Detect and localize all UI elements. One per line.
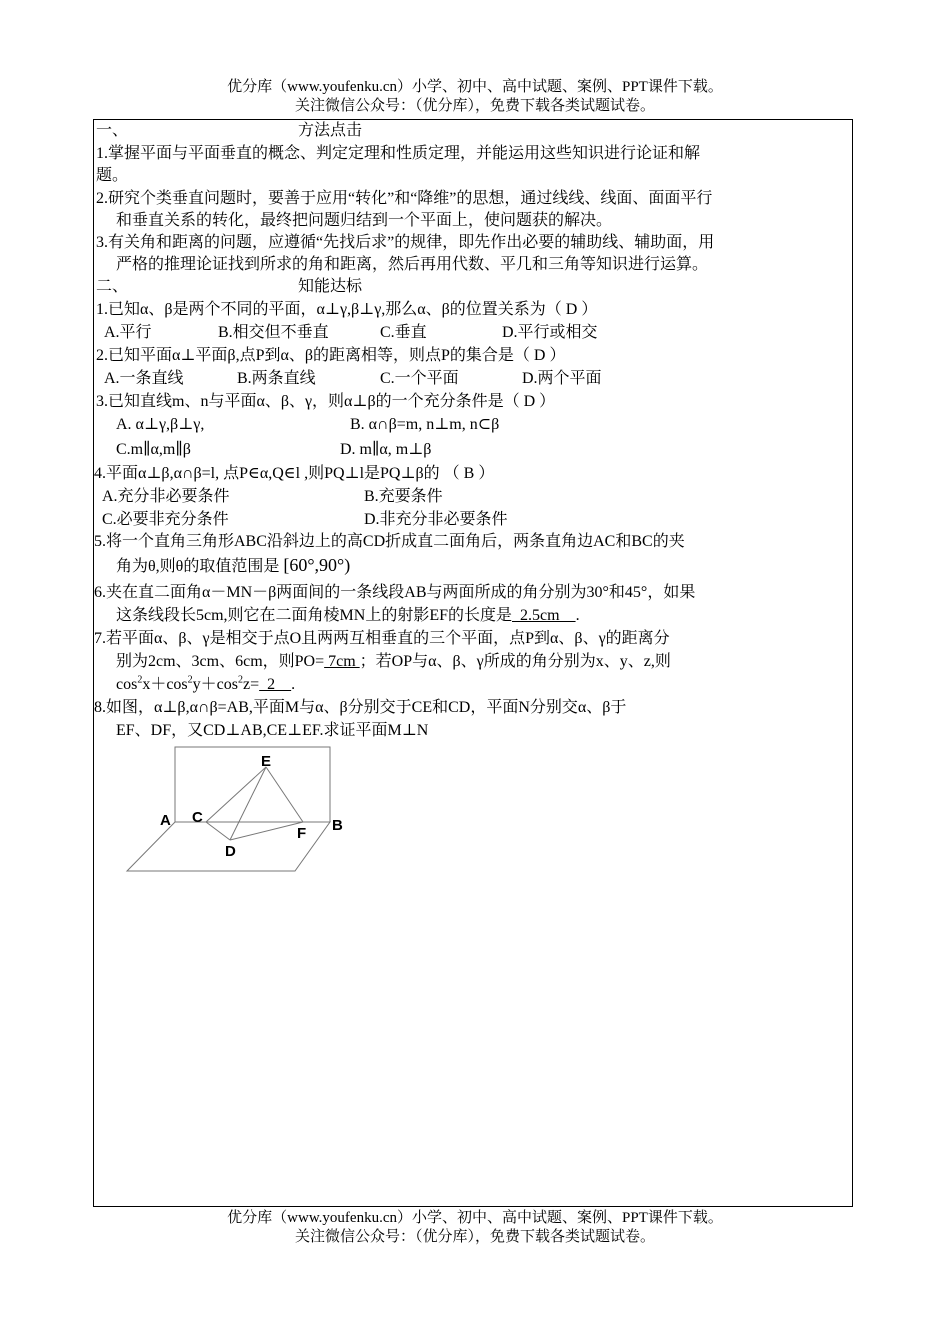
question-5-line2 xyxy=(116,554,350,578)
q7-answer-po: 7cm xyxy=(324,653,360,670)
line-de xyxy=(230,767,266,840)
footer-line-1: 优分库（www.youfenku.cn）小学、初中、高中试题、案例、PPT课件下载。 xyxy=(227,1210,723,1226)
question-1: 1.已知α、β是两个不同的平面，α⊥γ,β⊥γ,那么α、β的位置关系为（ D ） xyxy=(96,301,598,318)
line-df xyxy=(230,822,303,840)
q7-z: z= xyxy=(243,676,260,693)
line-ce xyxy=(206,767,266,822)
q1-option-c: C.垂直 xyxy=(380,324,427,341)
q1-option-a: A.平行 xyxy=(104,324,152,341)
q3-option-d: D. m∥α, m⊥β xyxy=(340,441,432,458)
q7-exp-2: 2 xyxy=(187,674,193,686)
footer-line-2: 关注微信公众号：（优分库），免费下载各类试题试卷。 xyxy=(294,1229,655,1245)
q2-option-c: C.一个平面 xyxy=(380,370,459,387)
label-d: D xyxy=(225,843,236,860)
q7-x: x＋cos xyxy=(142,676,188,693)
question-8-line1: 8.如图，α⊥β,α∩β=AB,平面M与α、β分别交于CE和CD，平面N分别交α、β于 xyxy=(94,699,627,716)
question-4: 4.平面α⊥β,α∩β=l, 点P∈α,Q∈l ,则PQ⊥l是PQ⊥β的 （ B ） xyxy=(94,465,495,482)
q7-text-b: ；若OP与α、β、γ所成的角分别为x、y、z,则 xyxy=(359,653,671,670)
geometry-figure xyxy=(118,742,368,882)
question-7-line2 xyxy=(116,651,671,673)
question-7-line3 xyxy=(116,674,295,696)
q7-exp-3: 2 xyxy=(238,674,244,686)
question-6-line2 xyxy=(116,605,580,627)
page-header xyxy=(0,78,950,116)
question-3: 3.已知直线m、n与平面α、β、γ，则α⊥β的一个充分条件是（ D ） xyxy=(96,393,556,410)
q4-option-b: B.充要条件 xyxy=(364,488,443,505)
line-cd xyxy=(206,822,230,840)
q7-cos-1: cos xyxy=(116,676,138,693)
header-line-2: 关注微信公众号：（优分库），免费下载各类试题试卷。 xyxy=(294,98,655,114)
q7-answer-sum: 2 xyxy=(259,676,292,693)
q4-option-d: D.非充分非必要条件 xyxy=(364,511,508,528)
section1-point1-line2: 题。 xyxy=(96,167,129,184)
q6-text: 这条线段长5cm,则它在二面角棱MN上的射影EF的长度是 xyxy=(116,607,513,624)
q6-answer: 2.5cm xyxy=(512,607,576,624)
section1-point3-line2: 严格的推理论证找到所求的角和距离，然后再用代数、平几和三角等知识进行运算。 xyxy=(116,256,709,273)
section1-point2-line2: 和垂直关系的转化，最终把问题归结到一个平面上，使问题获的解决。 xyxy=(116,212,613,229)
section1-number: 一、 xyxy=(96,122,129,139)
page-footer xyxy=(0,1209,950,1247)
q5-text: 角为θ,则θ的取值范围是 xyxy=(116,558,280,575)
q4-option-c: C.必要非充分条件 xyxy=(102,511,229,528)
q3-option-c: C.m∥α,m∥β xyxy=(116,441,191,458)
label-b: B xyxy=(332,817,343,834)
q6-period: . xyxy=(575,607,580,624)
section1-point2-line1: 2.研究个类垂直问题时，要善于应用“转化”和“降维”的思想，通过线线、线面、面面平行 xyxy=(96,190,713,207)
label-f: F xyxy=(297,825,307,842)
section1-point3-line1: 3.有关角和距离的问题，应遵循“先找后求”的规律，即先作出必要的辅助线、辅助面，用 xyxy=(96,234,715,251)
q7-text-a: 别为2cm、3cm、6cm，则PO= xyxy=(116,653,325,670)
question-7-line1: 7.若平面α、β、γ是相交于点O且两两互相垂直的三个平面，点P到α、β、γ的距离分 xyxy=(94,630,670,647)
question-2: 2.已知平面α⊥平面β,点P到α、β的距离相等，则点P的集合是（ D ） xyxy=(96,347,566,364)
line-ef xyxy=(266,767,303,822)
label-c: C xyxy=(192,809,203,826)
question-8-line2: EF、DF，又CD⊥AB,CE⊥EF.求证平面M⊥N xyxy=(116,722,429,739)
q2-option-d: D.两个平面 xyxy=(522,370,602,387)
question-6-line1: 6.夹在直二面角α－MN－β两面间的一条线段AB与两面所成的角分别为30°和45°，如果 xyxy=(94,584,696,601)
header-line-1: 优分库（www.youfenku.cn）小学、初中、高中试题、案例、PPT课件下载。 xyxy=(227,79,723,95)
q7-exp-1: 2 xyxy=(137,674,143,686)
q2-option-a: A.一条直线 xyxy=(104,370,184,387)
q7-y: y＋cos xyxy=(192,676,239,693)
q3-option-a: A. α⊥γ,β⊥γ, xyxy=(116,416,205,433)
section1-title: 方法点击 xyxy=(298,122,363,139)
section2-number: 二、 xyxy=(96,278,129,295)
section1-point1-line1: 1.掌握平面与平面垂直的概念、判定定理和性质定理，并能运用这些知识进行论证和解 xyxy=(96,145,701,162)
question-5-line1: 5.将一个直角三角形ABC沿斜边上的高CD折成直二面角后，两条直角边AC和BC的夹 xyxy=(94,533,685,550)
q2-option-b: B.两条直线 xyxy=(237,370,316,387)
q3-option-b: B. α∩β=m, n⊥m, n⊂β xyxy=(350,416,500,433)
section2-title: 知能达标 xyxy=(298,278,363,295)
q7-period: . xyxy=(291,676,296,693)
label-e: E xyxy=(261,753,272,770)
q5-range: [60°,90°) xyxy=(283,555,351,575)
q1-option-b: B.相交但不垂直 xyxy=(218,324,329,341)
q4-option-a: A.充分非必要条件 xyxy=(102,488,230,505)
q1-option-d: D.平行或相交 xyxy=(502,324,598,341)
label-a: A xyxy=(160,812,171,829)
